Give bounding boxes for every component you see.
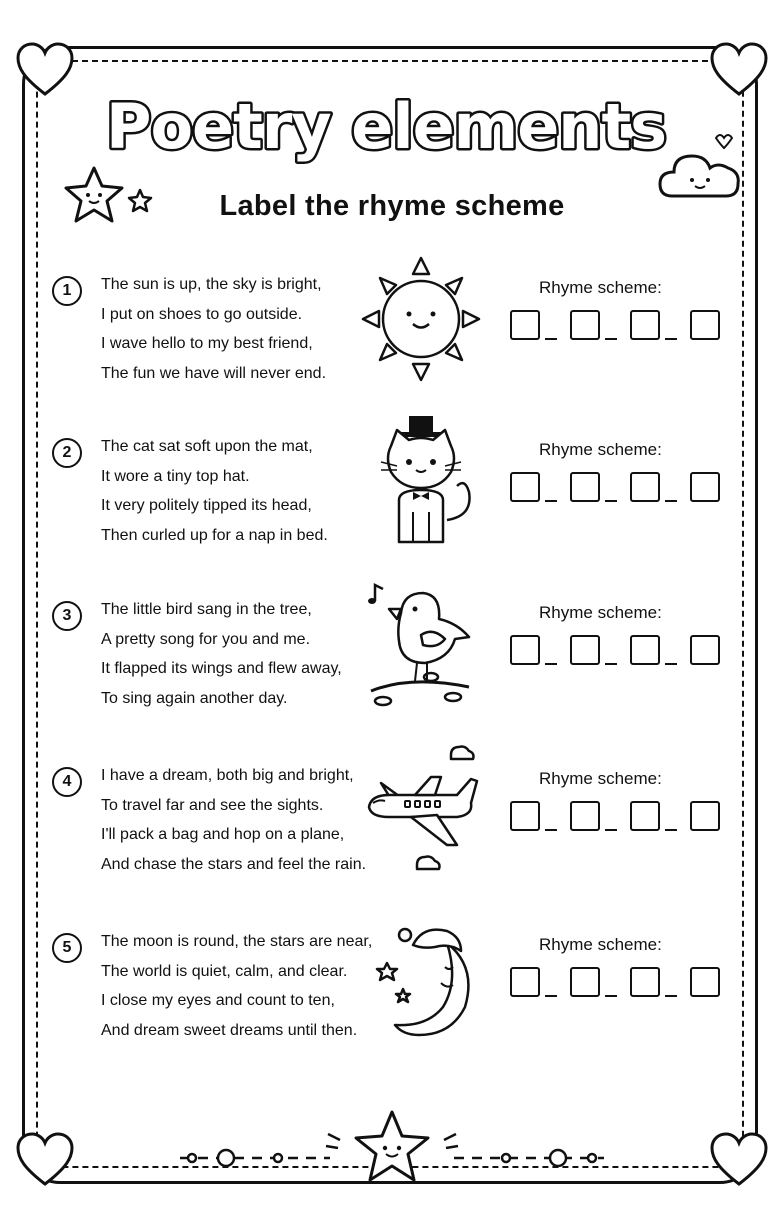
poem-5 (46, 927, 784, 1057)
rhyme-box[interactable] (630, 801, 660, 831)
separator (665, 829, 677, 831)
bottom-star-ornament (180, 1106, 604, 1188)
separator (545, 829, 557, 831)
page-title (96, 78, 696, 174)
rhyme-scheme-label: Rhyme scheme: (539, 440, 662, 459)
rhyme-box[interactable] (570, 801, 600, 831)
poem-line: The cat sat soft upon the mat, (101, 438, 313, 455)
rhyme-box[interactable] (690, 801, 720, 831)
poem-line: Then curled up for a nap in bed. (101, 527, 328, 545)
separator (605, 829, 617, 831)
poem-line: It flapped its wings and flew away, (101, 660, 342, 678)
poem-lines (101, 761, 366, 880)
rhyme-scheme-label: Rhyme scheme: (539, 935, 662, 954)
page-title-text: Poetry elements (106, 90, 666, 163)
poem-number: 5 (52, 933, 82, 963)
rhyme-box[interactable] (630, 310, 660, 340)
poem-lines (101, 927, 372, 1046)
rhyme-box[interactable] (690, 310, 720, 340)
poem-line: The moon is round, the stars are near, (101, 933, 373, 950)
poem-3 (46, 595, 784, 725)
rhyme-box[interactable] (690, 967, 720, 997)
poem-line: It wore a tiny top hat. (101, 467, 250, 485)
heart-icon (708, 40, 770, 98)
rhyme-box[interactable] (630, 967, 660, 997)
separator (545, 995, 557, 997)
separator (665, 338, 677, 340)
poem-line: And chase the stars and feel the rain. (101, 856, 367, 874)
rhyme-box[interactable] (570, 472, 600, 502)
poem-2 (46, 432, 784, 562)
rhyme-scheme-answer (510, 310, 730, 350)
rhyme-scheme-label: Rhyme scheme: (539, 278, 662, 297)
rhyme-box[interactable] (570, 635, 600, 665)
heart-icon (14, 1130, 76, 1188)
sun-icon (361, 254, 481, 384)
separator (545, 663, 557, 665)
rhyme-box[interactable] (510, 967, 540, 997)
rhyme-box[interactable] (690, 472, 720, 502)
separator (605, 995, 617, 997)
poem-number: 1 (52, 276, 82, 306)
rhyme-scheme-answer (510, 635, 730, 675)
rhyme-box[interactable] (630, 472, 660, 502)
separator (545, 500, 557, 502)
rhyme-scheme-answer (510, 801, 730, 841)
poem-line: The fun we have will never end. (101, 365, 327, 383)
poem-line: A pretty song for you and me. (101, 630, 311, 648)
poem-line: And dream sweet dreams until then. (101, 1022, 358, 1040)
rhyme-box[interactable] (630, 635, 660, 665)
poem-number: 3 (52, 601, 82, 631)
poem-line: It very politely tipped its head, (101, 497, 312, 515)
poem-line: I put on shoes to go outside. (101, 305, 303, 323)
bird-on-branch-icon (361, 579, 481, 709)
cat-with-top-hat-icon (361, 416, 481, 546)
separator (665, 500, 677, 502)
poem-lines (101, 432, 328, 551)
poem-line: To travel far and see the sights. (101, 796, 324, 814)
separator (665, 995, 677, 997)
rhyme-box[interactable] (570, 310, 600, 340)
rhyme-box[interactable] (510, 310, 540, 340)
rhyme-scheme-answer (510, 967, 730, 1007)
airplane-icon (361, 745, 481, 875)
poem-line: To sing again another day. (101, 690, 288, 708)
poem-1 (46, 270, 784, 400)
poem-lines (101, 595, 342, 714)
separator (665, 663, 677, 665)
rhyme-box[interactable] (570, 967, 600, 997)
rhyme-box[interactable] (510, 801, 540, 831)
subtitle: Label the rhyme scheme (219, 190, 565, 222)
poem-line: I'll pack a bag and hop on a plane, (101, 826, 345, 844)
rhyme-box[interactable] (510, 472, 540, 502)
poem-line: The little bird sang in the tree, (101, 601, 312, 618)
poem-line: I have a dream, both big and bright, (101, 767, 354, 784)
poem-line: I close my eyes and count to ten, (101, 992, 335, 1010)
separator (605, 338, 617, 340)
poem-number: 2 (52, 438, 82, 468)
heart-icon (708, 1130, 770, 1188)
rhyme-box[interactable] (690, 635, 720, 665)
poem-line: The sun is up, the sky is bright, (101, 276, 322, 293)
rhyme-scheme-label: Rhyme scheme: (539, 603, 662, 622)
music-note-icon (368, 585, 383, 604)
heart-icon (14, 40, 76, 98)
poem-number: 4 (52, 767, 82, 797)
separator (605, 663, 617, 665)
separator (545, 338, 557, 340)
moon-with-nightcap-icon (361, 911, 481, 1041)
poem-line: The world is quiet, calm, and clear. (101, 962, 348, 980)
poem-4 (46, 761, 784, 891)
rhyme-scheme-answer (510, 472, 730, 512)
separator (605, 500, 617, 502)
star-icon (356, 1112, 428, 1180)
poem-line: I wave hello to my best friend, (101, 335, 313, 353)
poem-lines (101, 270, 326, 389)
rhyme-scheme-label: Rhyme scheme: (539, 769, 662, 788)
rhyme-box[interactable] (510, 635, 540, 665)
